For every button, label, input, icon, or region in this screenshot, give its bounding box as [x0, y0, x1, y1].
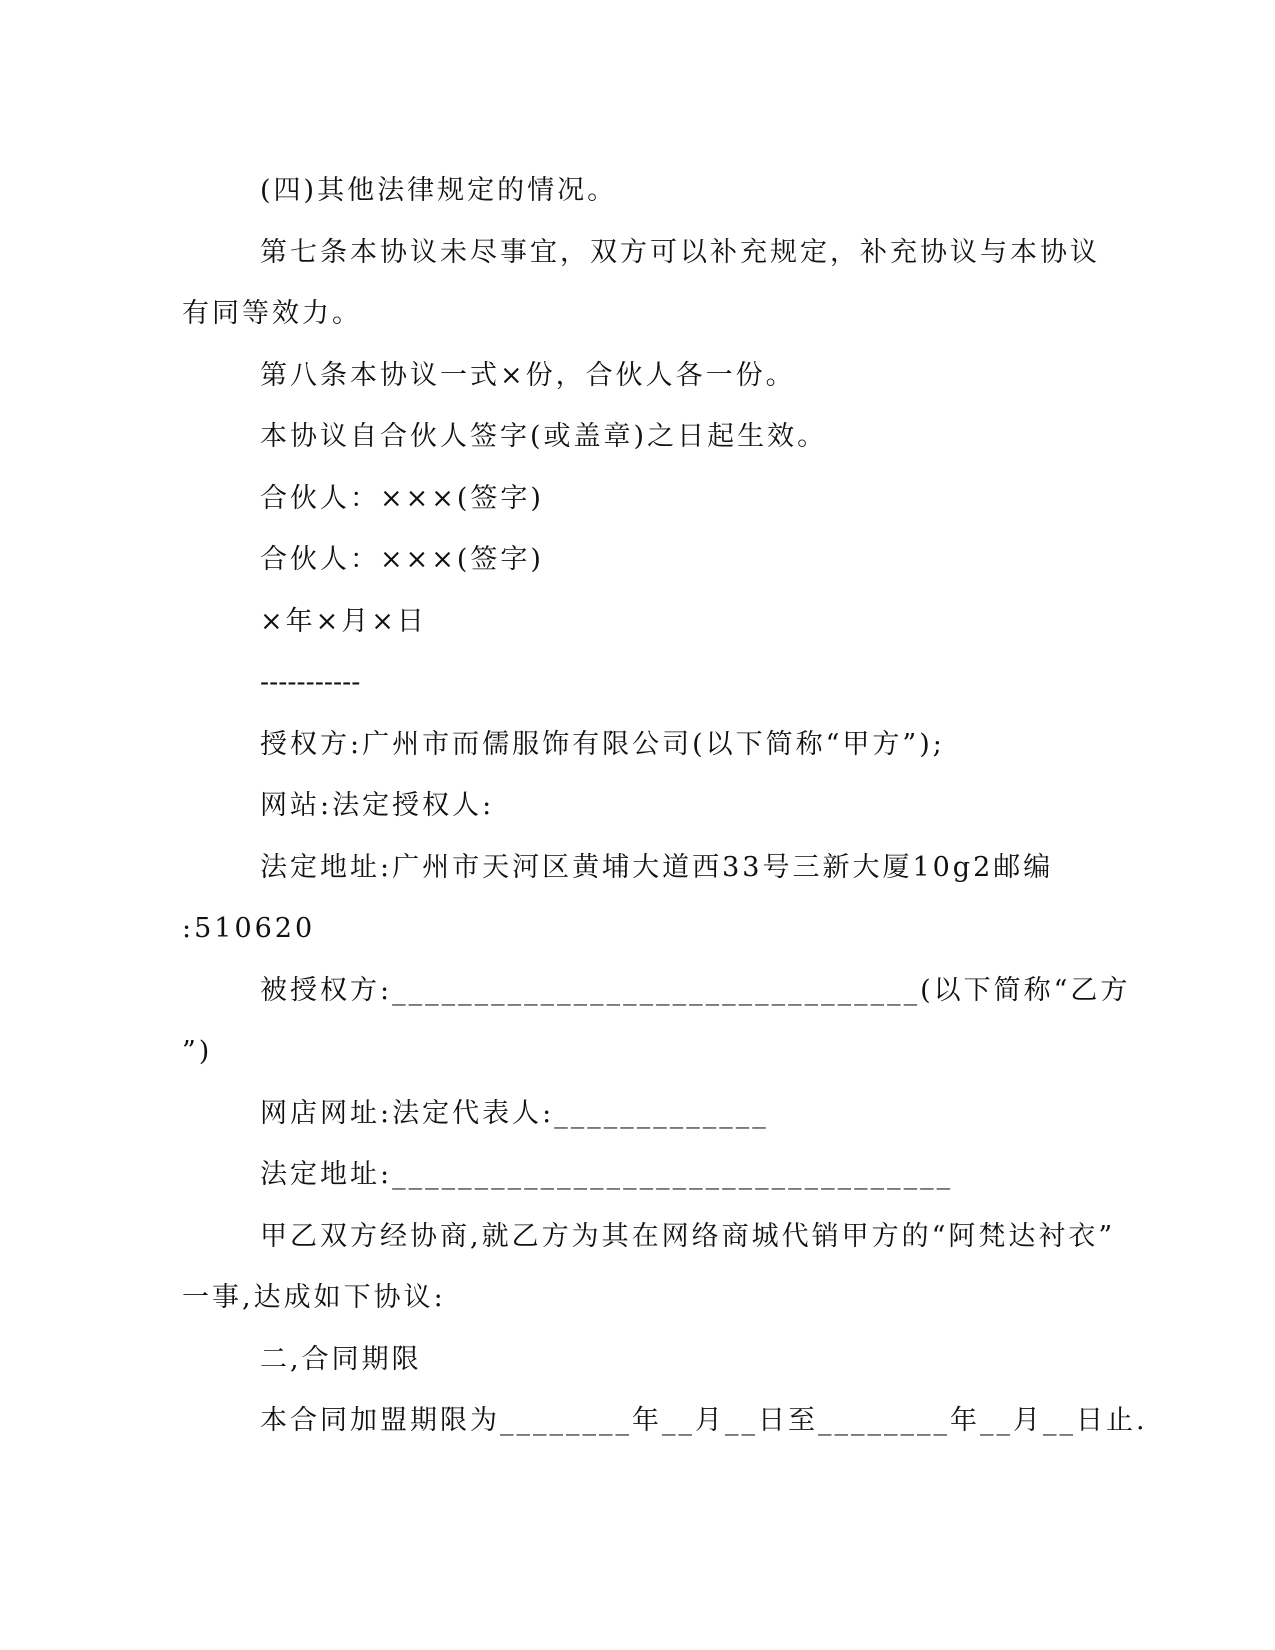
clause-line: 网店网址:法定代表人:_____________ — [260, 1097, 769, 1129]
clause-line: 本合同加盟期限为________年__月__日至________年__月__日止. — [260, 1405, 1148, 1436]
clause-line: (四)其他法律规定的情况。 — [260, 175, 618, 206]
section-heading: 二,合同期限 — [260, 1343, 422, 1375]
clause-line: 有同等效力。 — [182, 298, 362, 329]
clause-line: 第七条本协议未尽事宜，双方可以补充规定，补充协议与本协议 — [260, 236, 1100, 268]
clause-line: 法定地址:__________________________________ — [260, 1159, 954, 1190]
clause-line: 网站:法定授权人: — [260, 790, 495, 821]
date-line: ×年×月×日 — [260, 605, 427, 637]
clause-line: 一事,达成如下协议: — [182, 1282, 446, 1313]
clause-line: 被授权方:________________________________(以下简称“乙方 — [260, 974, 1131, 1006]
clause-line: 本协议自合伙人签字(或盖章)之日起生效。 — [260, 421, 828, 452]
clause-line: ”) — [182, 1036, 213, 1067]
signature-line: 合伙人：×××(签字) — [260, 544, 544, 575]
clause-line: 甲乙双方经协商,就乙方为其在网络商城代销甲方的“阿梵达衬衣” — [260, 1220, 1116, 1252]
separator-line: ----------- — [260, 667, 361, 698]
document-page — [182, 160, 1148, 1452]
clause-line: 法定地址:广州市天河区黄埔大道西33号三新大厦10g2邮编 — [260, 851, 1054, 883]
signature-line: 合伙人：×××(签字) — [260, 482, 544, 514]
clause-line: 第八条本协议一式×份，合伙人各一份。 — [260, 359, 796, 391]
clause-line: :510620 — [182, 913, 316, 944]
clause-line: 授权方:广州市而儒服饰有限公司(以下简称“甲方”); — [260, 728, 945, 760]
